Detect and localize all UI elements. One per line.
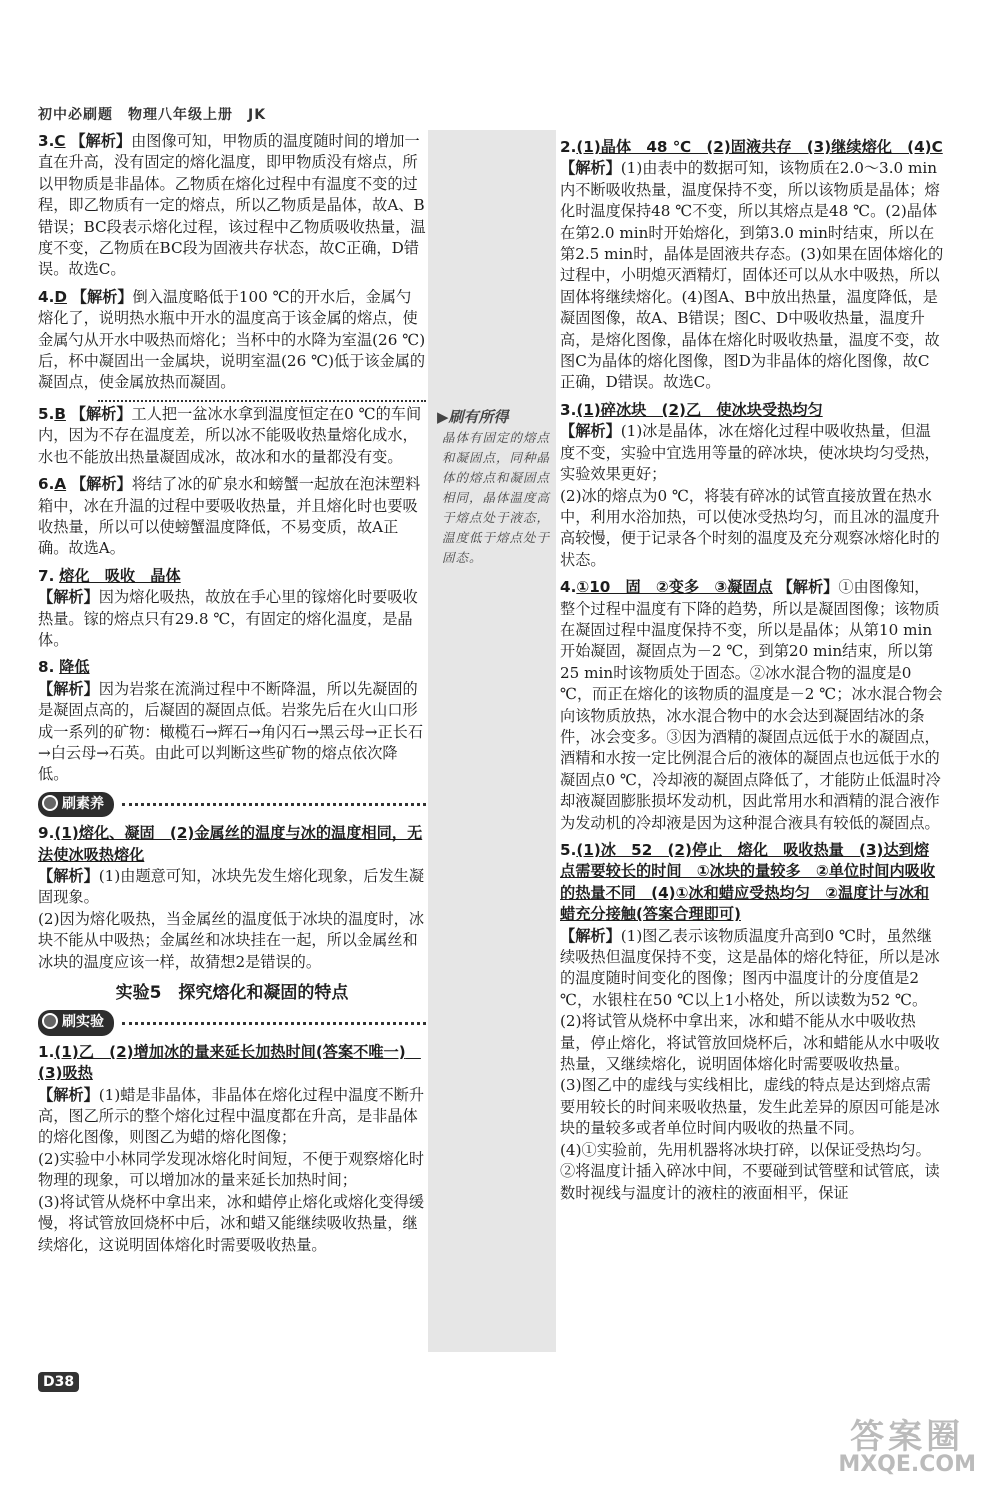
answer: (1)碎冰块 (2)乙 使冰块受热均匀: [576, 400, 823, 419]
question-4-right: 4.①10 固 ②变多 ③凝固点 【解析】①由图像知，整个过程中温度有下降的趋势，所以是凝固图像；该物质在凝固过程中温度保持不变，所以是晶体；从第10 min开始凝固，凝固点为－2 ℃，到第20 min结束，所以第25 min时该物质处于固态。②冰水混合物的温度是0 ℃，而正在熔化的该物质的温度是－2 ℃；冰水混合物会向该物质放热，冰水混合物中的水会达到凝固结冰的条件，冰会变多。③因为酒精的凝固点远低于水的凝固点，酒精和水按一定比例混合后的液体的凝固点也远低于水的凝固点0 ℃，冷却液的凝固点降低了，才能防止低温时冷却液凝固膨胀损坏发动机，因此常用水和酒精的混合液作为发动机的冷却液是因为这种混合液具有较低的凝固点。: [560, 578, 943, 832]
answer: (1)乙 (2)增加冰的量来延长加热时间(答案不唯一) (3)吸热: [38, 1042, 421, 1083]
answer: 降低: [59, 658, 90, 677]
section-title: 实验5 探究熔化和凝固的特点: [115, 983, 349, 1004]
badge-experiment: 刷实验: [38, 1010, 114, 1035]
left-column: [38, 131, 426, 1256]
badge-row-experiment: [38, 1010, 426, 1035]
question-5-right: 5.(1)冰 52 (2)停止 熔化 吸收热量 (3)达到熔点需要较长的时间 ①冰块的量较多 ②单位时间内吸收的热量不同 (4)①冰和蜡应受热均匀 ②温度计与冰和蜡充分接触(答案合理即可) 【解析】(1)图乙表示该物质温度升高到0 ℃时，虽然继续吸热但温度保持不变，这是晶体的熔化特征，所以是冰的温度随时间变化的图像；图丙中温度计的分度值是2 ℃，水银柱在50 ℃以上1小格处，所以读数为52 ℃。 (2)将试管从烧杯中拿出来，冰和蜡不能从水中吸收热量，停止熔化，将试管放回烧杯后，冰和蜡能从水中吸收热量，又继续熔化，说明固体熔化时需要吸收热量。 (3)图乙中的虚线与实线相比，虚线的特点是达到熔点需要用较长的时间来吸收热量，发生此差异的原因可能是冰块的量较多或者单位时间内吸收的热量不同。 (4)①实验前，先用机器将冰块打碎，以保证受热均匀。 ②将温度计插入碎冰中间，不要碰到试管壁和试管底，读数时视线与温度计的液柱的液面相平，保证: [560, 841, 940, 1202]
sidebar-title: ▶刷有所得: [437, 408, 509, 426]
question-5-left: 5.B 【解析】工人把一盆冰水拿到温度恒定在0 ℃的车间内，因为不存在温度差，所以冰不能吸收热量熔化成水，水也不能放出热量凝固成冰，故冰和水的量都没有变。: [38, 404, 422, 466]
page-number: D38: [38, 1372, 79, 1392]
answer: (1)冰 52 (2)停止 熔化 吸收热量 (3)达到熔点需要较长的时间 ①冰块的量较多 ②单位时间内吸收的热量不同 (4)①冰和蜡应受热均匀 ②温度计与冰和蜡充分接触(答案合理即可): [560, 841, 936, 924]
question-3-right: 3.(1)碎冰块 (2)乙 使冰块受热均匀 【解析】(1)冰是晶体，冰在熔化过程中吸收热量，但温度不变，实验中宜选用等量的碎冰块，使冰块均匀受热，实验效果更好； (2)冰的熔点为0 ℃，将装有碎冰的试管直接放置在热水中，利用水浴加热，可以使冰受热均匀，而且冰的温度升高较慢，便于记录各个时刻的温度及充分观察冰熔化时的状态。: [560, 400, 940, 569]
question-9-left: 9.(1)熔化、凝固 (2)金属丝的温度与冰的温度相同，无法使冰吸热熔化 【解析】(1)由题意可知，冰块先发生熔化现象，后发生凝固现象。 (2)因为熔化吸热，当金属丝的温度低于冰块的温度时，冰块不能从中吸热；金属丝和冰块挂在一起，所以金属丝和冰块的温度应该一样，故猜想2是错误的。: [38, 824, 425, 971]
question-8-left: 8. 降低 【解析】因为岩浆在流淌过程中不断降温，所以先凝固的是凝固点高的，后凝固的凝固点低。岩浆先后在火山口形成一系列的矿物：橄榄石→辉石→角闪石→黑云母→正长石→白云母→石英。由此可以判断这些矿物的熔点依次降低。: [38, 658, 424, 784]
sidebar-panel: [428, 130, 556, 1352]
question-4-left: 4.D 【解析】倒入温度略低于100 ℃的开水后，金属勺熔化了，说明热水瓶中开水的温度高于该金属的熔点，使金属勺从开水中吸热而熔化；当杯中的水降为室温(26 ℃)后，杯中凝固出一金属块，说明室温(26 ℃)低于该金属的凝固点，使金属放热而凝固。: [38, 287, 426, 392]
answer: (1)晶体 48 ℃ (2)固液共存 (3)继续熔化 (4)C: [576, 138, 943, 156]
question-2-right: 2.(1)晶体 48 ℃ (2)固液共存 (3)继续熔化 (4)C 【解析】(1)由表中的数据可知，该物质在2.0～3.0 min内不断吸收热量，温度保持不变，所以该物质是晶体；熔化时温度保持48 ℃不变，所以其熔点是48 ℃。(2)晶体在第2.0 min时开始熔化，到第3.0 min时结束，所以在第2.5 min时，晶体是固液共存态。(3)如果在固体熔化的过程中，小明熄灭酒精灯，固体还可以从水中吸热，所以固体将继续熔化。(4)图A、B中放出热量，温度降低，是凝固图像，故A、B错误；图C、D中吸收热量，温度升高，是熔化图像，晶体在熔化时吸收热量，温度不变，故图C为晶体的熔化图像，图D为非晶体的熔化图像，故C正确，D错误。故选C。: [560, 138, 944, 392]
watermark-logo: 答案圈 MXQE.COM: [838, 1417, 976, 1477]
answer: (1)熔化、凝固 (2)金属丝的温度与冰的温度相同，无法使冰吸热熔化: [38, 824, 423, 864]
answer: A: [54, 475, 67, 494]
answer: ①10 固 ②变多 ③凝固点: [576, 578, 773, 597]
question-1-left: 1.(1)乙 (2)增加冰的量来延长加热时间(答案不唯一) (3)吸热 【解析】(1)蜡是非晶体，非晶体在熔化过程中温度不断升高，图乙所示的整个熔化过程中温度都在升高，是非晶体的熔化图像，则图乙为蜡的熔化图像； (2)实验中小林同学发现冰熔化时间短，不便于观察熔化时物理的现象，可以增加冰的量来延长加热时间； (3)将试管从烧杯中拿出来，冰和蜡停止熔化或熔化变得缓慢，将试管放回烧杯中后，冰和蜡又能继续吸收热量，继续熔化，这说明固体熔化时需要吸收热量。: [38, 1042, 425, 1254]
answer: B: [54, 404, 66, 423]
question-3-left: 3.C 【解析】由图像可知，甲物质的温度随时间的增加一直在升高，没有固定的熔化温度，即甲物质没有熔点，所以甲物质是非晶体。乙物质在熔化过程中有温度不变的过程，即乙物质有一定的熔点，所以乙物质是晶体，故A、B错误；BC段表示熔化过程，该过程中乙物质吸收热量，温度不变，乙物质在BC段为固液共存状态，故C正确，D错误。故选C。: [38, 132, 426, 279]
answer: D: [54, 287, 67, 306]
answer: 熔化 吸收 晶体: [59, 566, 181, 585]
question-6-left: 6.A 【解析】将结了冰的矿泉水和螃蟹一起放在泡沫塑料箱中，冰在升温的过程中要吸收热量，并且熔化时也要吸收热量，所以可以使螃蟹温度降低，不易变质，故A正确。故选A。: [38, 475, 421, 558]
divider: [98, 400, 426, 402]
answer: C: [54, 132, 66, 150]
sidebar-text: 晶体有固定的熔点和凝固点，同种晶体的熔点和凝固点相同，晶体温度高于熔点处于液态，温度低于熔点处于固态。: [442, 430, 551, 565]
badge-row-literacy: [38, 792, 426, 817]
badge-literacy: 刷素养: [38, 792, 114, 817]
question-7-left: 7. 熔化 吸收 晶体 【解析】因为熔化吸热，故放在手心里的镓熔化时要吸收热量。镓的熔点只有29.8 ℃，有固定的熔化温度，是晶体。: [38, 566, 418, 649]
right-column: [560, 137, 944, 1204]
page-header: 初中必刷题 物理八年级上册 JK: [38, 107, 267, 123]
